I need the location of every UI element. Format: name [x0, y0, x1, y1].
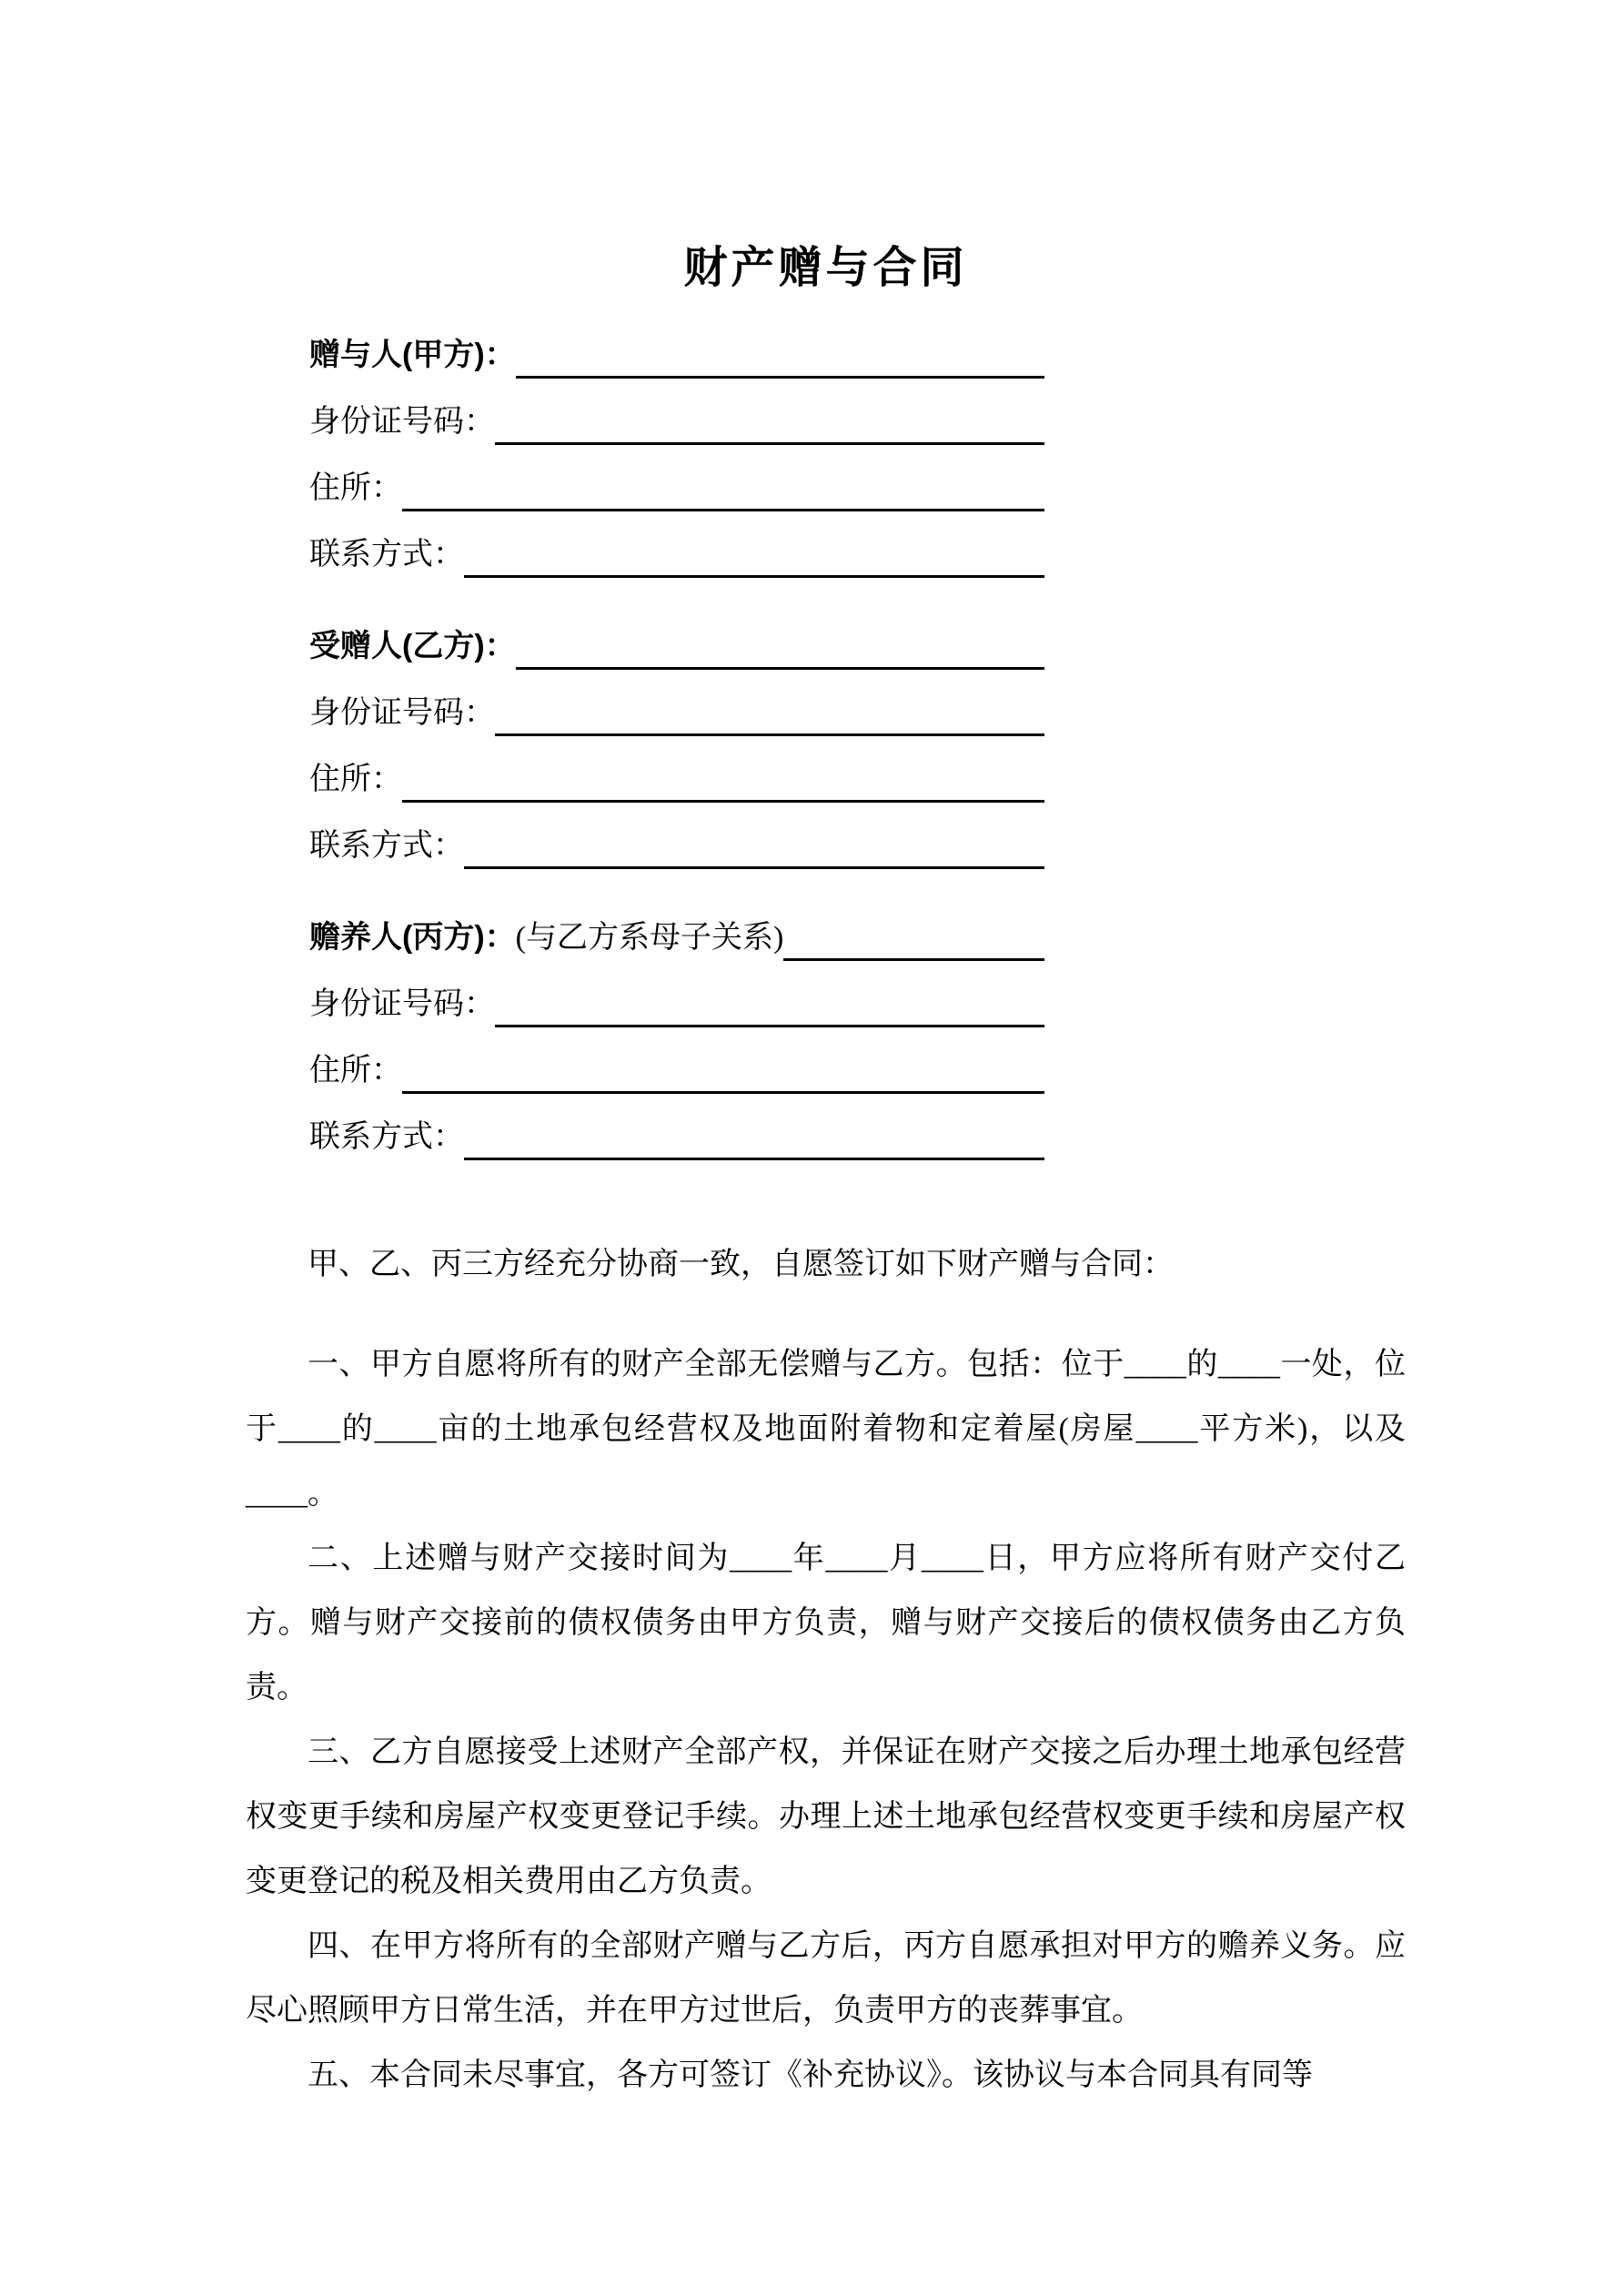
field-row-contact [309, 521, 1044, 588]
party-group-donor [246, 322, 1406, 588]
party-group-caretaker [246, 905, 1406, 1170]
document-title: 财产赠与合同 [683, 244, 968, 292]
parties-section [246, 322, 1406, 1170]
blank-underline-field[interactable] [516, 613, 1044, 670]
field-label: 联系方式： [309, 538, 464, 571]
field-row-contact [309, 1104, 1044, 1170]
blank-underline-field[interactable] [495, 389, 1044, 445]
field-row-contact [309, 813, 1044, 879]
field-label: 联系方式： [309, 829, 464, 863]
intro-paragraph: 甲、乙、丙三方经充分协商一致，自愿签订如下财产赠与合同： [308, 1248, 1174, 1281]
party-header-label: 赡养人(丙方)： [309, 920, 516, 955]
blank-underline-field[interactable] [402, 455, 1044, 511]
blank-underline-field[interactable] [402, 1037, 1044, 1094]
blank-underline-field[interactable] [464, 521, 1044, 578]
blank-underline-field[interactable] [464, 813, 1044, 869]
blank-underline-field[interactable] [495, 971, 1044, 1027]
field-label: 住所： [309, 1054, 402, 1087]
field-label: 住所： [309, 471, 402, 505]
clause-1: 一、甲方自愿将所有的财产全部无偿赠与乙方。包括：位于____的____一处，位于____的____亩的土地承包经营权及地面附着物和定着屋(房屋____平方米)，以及____。 [246, 1348, 1406, 1511]
blank-underline-field[interactable] [464, 1104, 1044, 1160]
field-row-address [309, 455, 1044, 521]
field-row-address [309, 1037, 1044, 1104]
party-header-row [309, 905, 1044, 971]
clause-2: 二、上述赠与财产交接时间为____年____月____日，甲方应将所有财产交付乙方。赠与财产交接前的债权债务由甲方负责，赠与财产交接后的债权债务由乙方负责。 [246, 1542, 1406, 1704]
field-row-id-number [309, 389, 1044, 455]
clause-3: 三、乙方自愿接受上述财产全部产权，并保证在财产交接之后办理土地承包经营权变更手续和房屋产权变更登记手续。办理上述土地承包经营权变更手续和房屋产权变更登记的税及相关费用由乙方负责。 [246, 1735, 1406, 1898]
field-row-id-number [309, 971, 1044, 1037]
blank-underline-field[interactable] [495, 680, 1044, 736]
party-header-row [309, 613, 1044, 680]
party-header-label: 受赠人(乙方)： [309, 629, 516, 663]
blank-underline-field[interactable] [783, 905, 1044, 961]
field-row-address [309, 746, 1044, 813]
field-label: 身份证号码： [309, 696, 495, 730]
field-label: 住所： [309, 763, 402, 796]
clause-4: 四、在甲方将所有的全部财产赠与乙方后，丙方自愿承担对甲方的赡养义务。应尽心照顾甲方日常生活，并在甲方过世后，负责甲方的丧葬事宜。 [246, 1929, 1406, 2028]
document-content [246, 0, 1406, 2108]
clause-5: 五、本合同未尽事宜，各方可签订《补充协议》。该协议与本合同具有同等 [308, 2058, 1313, 2092]
field-label: 身份证号码： [309, 987, 495, 1021]
party-header-row [309, 322, 1044, 389]
field-label: 联系方式： [309, 1120, 464, 1154]
party-header-label: 赠与人(甲方)： [309, 338, 516, 372]
field-label: 身份证号码： [309, 405, 495, 439]
party-group-recipient [246, 613, 1406, 879]
blank-underline-field[interactable] [402, 746, 1044, 803]
field-row-id-number [309, 680, 1044, 746]
blank-underline-field[interactable] [516, 322, 1044, 379]
party-relation-note: (与乙方系母子关系) [515, 921, 784, 955]
